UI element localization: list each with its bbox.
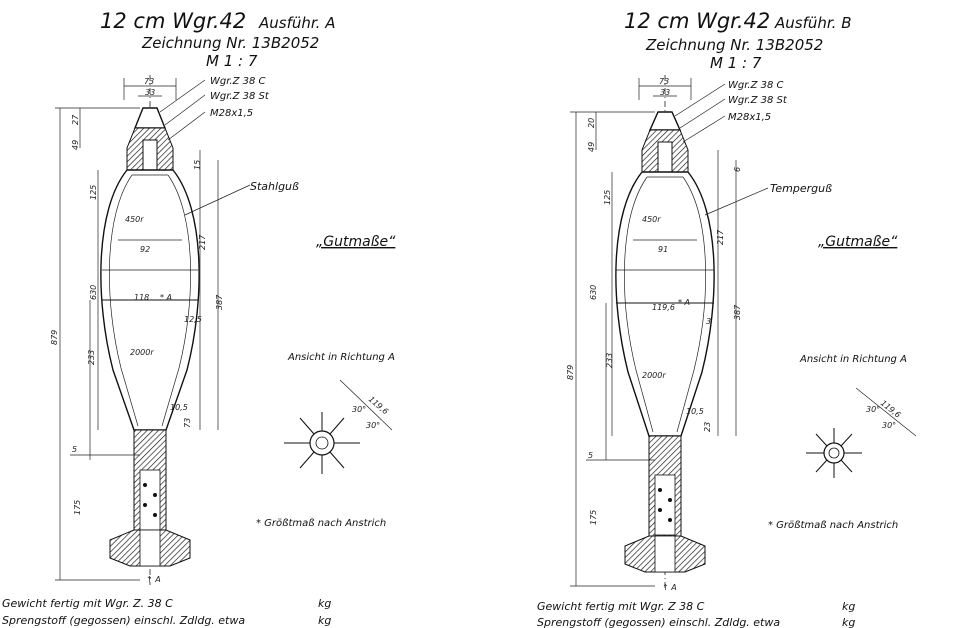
right-callout-0: Wgr.Z 38 C <box>728 80 784 91</box>
svg-text:2000r: 2000r <box>642 371 666 380</box>
left-fuze-bore <box>143 140 157 170</box>
right-title-suffix: Ausführ. B <box>775 14 852 32</box>
left-scale: M 1 : 7 <box>206 52 258 70</box>
svg-text:49: 49 <box>71 139 80 150</box>
svg-text:630: 630 <box>89 284 98 300</box>
svg-text:10,5: 10,5 <box>686 407 704 416</box>
right-note: * Größtmaß nach Anstrich <box>768 520 899 531</box>
svg-text:30°: 30° <box>866 405 881 414</box>
left-explosive-unit: kg <box>318 614 332 627</box>
svg-text:125: 125 <box>89 184 98 200</box>
svg-text:119,6: 119,6 <box>366 394 391 417</box>
svg-text:2000r: 2000r <box>130 348 154 357</box>
right-drawing-number: Zeichnung Nr. 13B2052 <box>646 36 824 54</box>
svg-text:73: 73 <box>144 77 155 86</box>
right-weight-label: Gewicht fertig mit Wgr. Z 38 C <box>537 600 705 613</box>
left-fin-view <box>284 380 392 474</box>
svg-text:387: 387 <box>733 304 742 320</box>
left-fuze <box>135 108 165 128</box>
svg-text:↑ A: ↑ A <box>146 575 161 584</box>
svg-text:10,5: 10,5 <box>170 403 188 412</box>
svg-text:* A: * A <box>678 298 691 307</box>
left-explosive-label: Sprengstoff (gegossen) einschl. Zdldg. etwa <box>2 614 246 627</box>
svg-text:20: 20 <box>587 117 596 128</box>
svg-text:118: 118 <box>134 293 150 302</box>
svg-text:175: 175 <box>73 499 82 515</box>
right-drawing <box>566 9 852 592</box>
svg-text:* A: * A <box>160 293 173 302</box>
svg-text:879: 879 <box>566 364 575 380</box>
right-gutmasse: „Gutmaße“ <box>818 234 898 250</box>
right-fuze <box>650 112 680 130</box>
svg-text:73: 73 <box>659 77 670 86</box>
right-explosive-unit: kg <box>842 616 856 628</box>
left-title: 12 cm Wgr.42 <box>100 9 247 33</box>
svg-text:450r: 450r <box>125 215 144 224</box>
svg-text:30°: 30° <box>352 405 367 414</box>
right-explosive-label: Sprengstoff (gegossen) einschl. Zdldg. etwa <box>537 616 781 628</box>
svg-text:175: 175 <box>589 509 598 525</box>
left-footer <box>2 597 331 627</box>
right-view-label: Ansicht in Richtung A <box>800 354 907 365</box>
svg-text:↑ A: ↑ A <box>662 583 677 592</box>
svg-text:125: 125 <box>603 189 612 205</box>
svg-text:12,5: 12,5 <box>184 315 202 324</box>
svg-text:387: 387 <box>215 294 224 310</box>
right-callout-1: Wgr.Z 38 St <box>728 95 787 106</box>
svg-text:33: 33 <box>660 88 671 97</box>
svg-text:27: 27 <box>71 114 80 125</box>
left-weight-unit: kg <box>318 597 332 610</box>
svg-text:217: 217 <box>716 229 725 245</box>
svg-text:3: 3 <box>706 317 712 326</box>
left-weight-label: Gewicht fertig mit Wgr. Z. 38 C <box>2 597 173 610</box>
svg-text:233: 233 <box>87 349 96 365</box>
right-footer <box>537 600 855 628</box>
svg-text:233: 233 <box>605 352 614 368</box>
left-callout-2: M28x1,5 <box>210 108 254 119</box>
left-callout-1: Wgr.Z 38 St <box>210 91 269 102</box>
left-callout-0: Wgr.Z 38 C <box>210 76 266 87</box>
svg-text:30°: 30° <box>366 421 381 430</box>
svg-text:5: 5 <box>72 445 78 454</box>
svg-text:630: 630 <box>589 284 598 300</box>
svg-text:879: 879 <box>50 329 59 345</box>
svg-text:119,6: 119,6 <box>878 398 903 420</box>
left-gutmasse: „Gutmaße“ <box>316 234 396 250</box>
left-notes <box>256 234 396 529</box>
svg-text:23: 23 <box>703 421 712 432</box>
left-title-suffix: Ausführ. A <box>259 14 336 32</box>
right-weight-unit: kg <box>842 600 856 613</box>
left-drawing-number: Zeichnung Nr. 13B2052 <box>142 34 320 52</box>
right-title: 12 cm Wgr.42 <box>624 9 771 33</box>
svg-text:33: 33 <box>145 88 156 97</box>
svg-text:30°: 30° <box>882 421 897 430</box>
left-view-label: Ansicht in Richtung A <box>288 352 395 363</box>
svg-text:73: 73 <box>183 417 192 428</box>
right-notes <box>768 234 916 531</box>
right-material: Temperguß <box>770 182 832 195</box>
svg-text:15: 15 <box>193 159 202 170</box>
svg-text:5: 5 <box>588 451 594 460</box>
svg-text:6: 6 <box>733 166 742 172</box>
svg-text:92: 92 <box>140 245 151 254</box>
svg-text:119,6: 119,6 <box>652 303 675 312</box>
right-scale: M 1 : 7 <box>710 54 762 72</box>
left-material: Stahlguß <box>250 180 299 193</box>
svg-text:49: 49 <box>587 141 596 152</box>
svg-text:450r: 450r <box>642 215 661 224</box>
svg-text:217: 217 <box>198 234 207 250</box>
left-note: * Größtmaß nach Anstrich <box>256 518 387 529</box>
right-callout-2: M28x1,5 <box>728 112 772 123</box>
right-fin-view <box>806 388 916 478</box>
left-drawing <box>50 9 335 585</box>
svg-text:91: 91 <box>658 245 669 254</box>
